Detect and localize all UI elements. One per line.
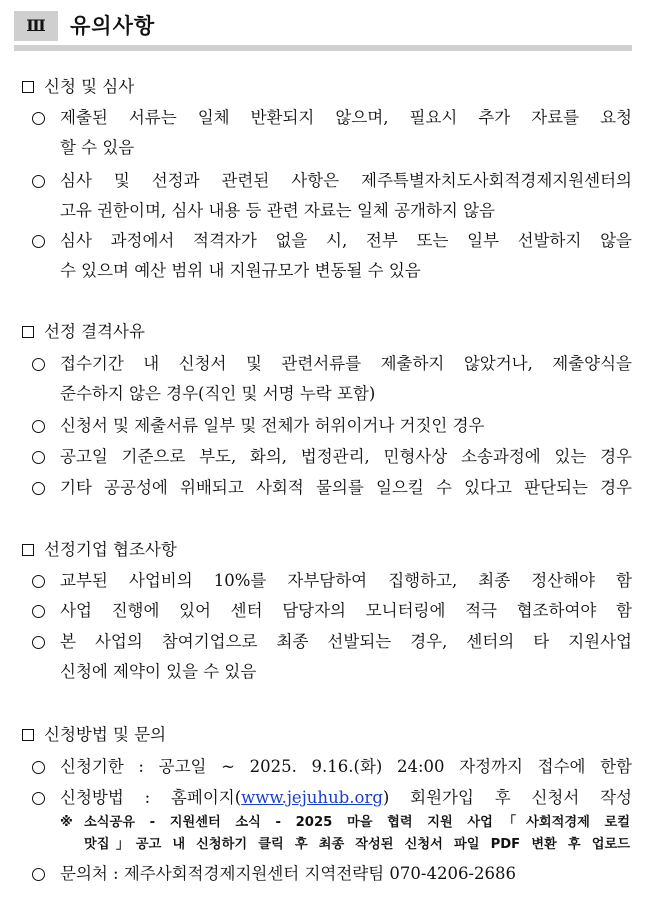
circle-bullet-icon xyxy=(32,451,45,464)
list-item: 신청방법 : 홈페이지(www.jejuhub.org) 회원가입 후 신청서 작성 xyxy=(32,783,632,813)
list-item: 신청기한 : 공고일 ~ 2025. 9.16.(화) 24:00 자정까지 접수에 한함 xyxy=(32,752,632,782)
section-title-disqualification: 선정 결격사유 xyxy=(22,321,145,343)
list-item: 문의처 : 제주사회적경제지원센터 지역전략팀 070-4206-2686 xyxy=(32,859,632,889)
checkbox-square-icon xyxy=(22,81,34,93)
section-title-how-to-apply: 신청방법 및 문의 xyxy=(22,724,166,746)
list-item: 교부된 사업비의 10%를 자부담하여 집행하고, 최종 정산해야 함 xyxy=(32,566,632,596)
list-item: 신청서 및 제출서류 일부 및 전체가 허위이거나 거짓인 경우 xyxy=(32,411,632,441)
section-title-application: 신청 및 심사 xyxy=(22,76,134,98)
list-item: 기타 공공성에 위배되고 사회적 물의를 일으킬 수 있다고 판단되는 경우 xyxy=(32,473,632,503)
list-item: 사업 진행에 있어 센터 담당자의 모니터링에 적극 협조하여야 함 xyxy=(32,596,632,626)
note-mark: ※ xyxy=(60,815,73,830)
section-header xyxy=(14,9,632,51)
checkbox-square-icon xyxy=(22,729,34,741)
application-note: ※ 소식공유 - 지원센터 소식 - 2025 마을 협력 지원 사업「사회적경제 로컬 맛집」공고 내 신청하기 클릭 후 최종 작성된 신청서 파일 PDF 변환 후 업로드 xyxy=(60,812,630,856)
checkbox-square-icon xyxy=(22,326,34,338)
circle-bullet-icon xyxy=(32,636,45,649)
list-item: 공고일 기준으로 부도, 화의, 법정관리, 민형사상 소송과정에 있는 경우 xyxy=(32,442,632,472)
circle-bullet-icon xyxy=(32,761,45,774)
circle-bullet-icon xyxy=(32,112,45,125)
list-item: 접수기간 내 신청서 및 관련서류를 제출하지 않았거나, 제출양식을 준수하지 않은 경우(직인 및 서명 누락 포함) xyxy=(32,349,632,409)
list-item: 본 사업의 참여기업으로 최종 선발되는 경우, 센터의 타 지원사업 신청에 제약이 있을 수 있음 xyxy=(32,627,632,687)
circle-bullet-icon xyxy=(32,235,45,248)
circle-bullet-icon xyxy=(32,358,45,371)
homepage-link[interactable]: www.jejuhub.org xyxy=(241,788,383,807)
circle-bullet-icon xyxy=(32,420,45,433)
list-item: 제출된 서류는 일체 반환되지 않으며, 필요시 추가 자료를 요청 할 수 있음 xyxy=(32,103,632,163)
checkbox-square-icon xyxy=(22,544,34,556)
list-item: 심사 및 선정과 관련된 사항은 제주특별자치도사회적경제지원센터의 고유 권한이며, 심사 내용 등 관련 자료는 일체 공개하지 않음 xyxy=(32,166,632,226)
section-title-cooperation: 선정기업 협조사항 xyxy=(22,539,177,561)
list-item: 심사 과정에서 적격자가 없을 시, 전부 또는 일부 선발하지 않을 수 있으며 예산 범위 내 지원규모가 변동될 수 있음 xyxy=(32,226,632,286)
page-title: 유의사항 xyxy=(70,14,156,38)
circle-bullet-icon xyxy=(32,175,45,188)
circle-bullet-icon xyxy=(32,868,45,881)
section-number: Ⅲ xyxy=(14,11,58,41)
circle-bullet-icon xyxy=(32,792,45,805)
circle-bullet-icon xyxy=(32,605,45,618)
circle-bullet-icon xyxy=(32,575,45,588)
circle-bullet-icon xyxy=(32,482,45,495)
header-rule xyxy=(14,45,632,51)
